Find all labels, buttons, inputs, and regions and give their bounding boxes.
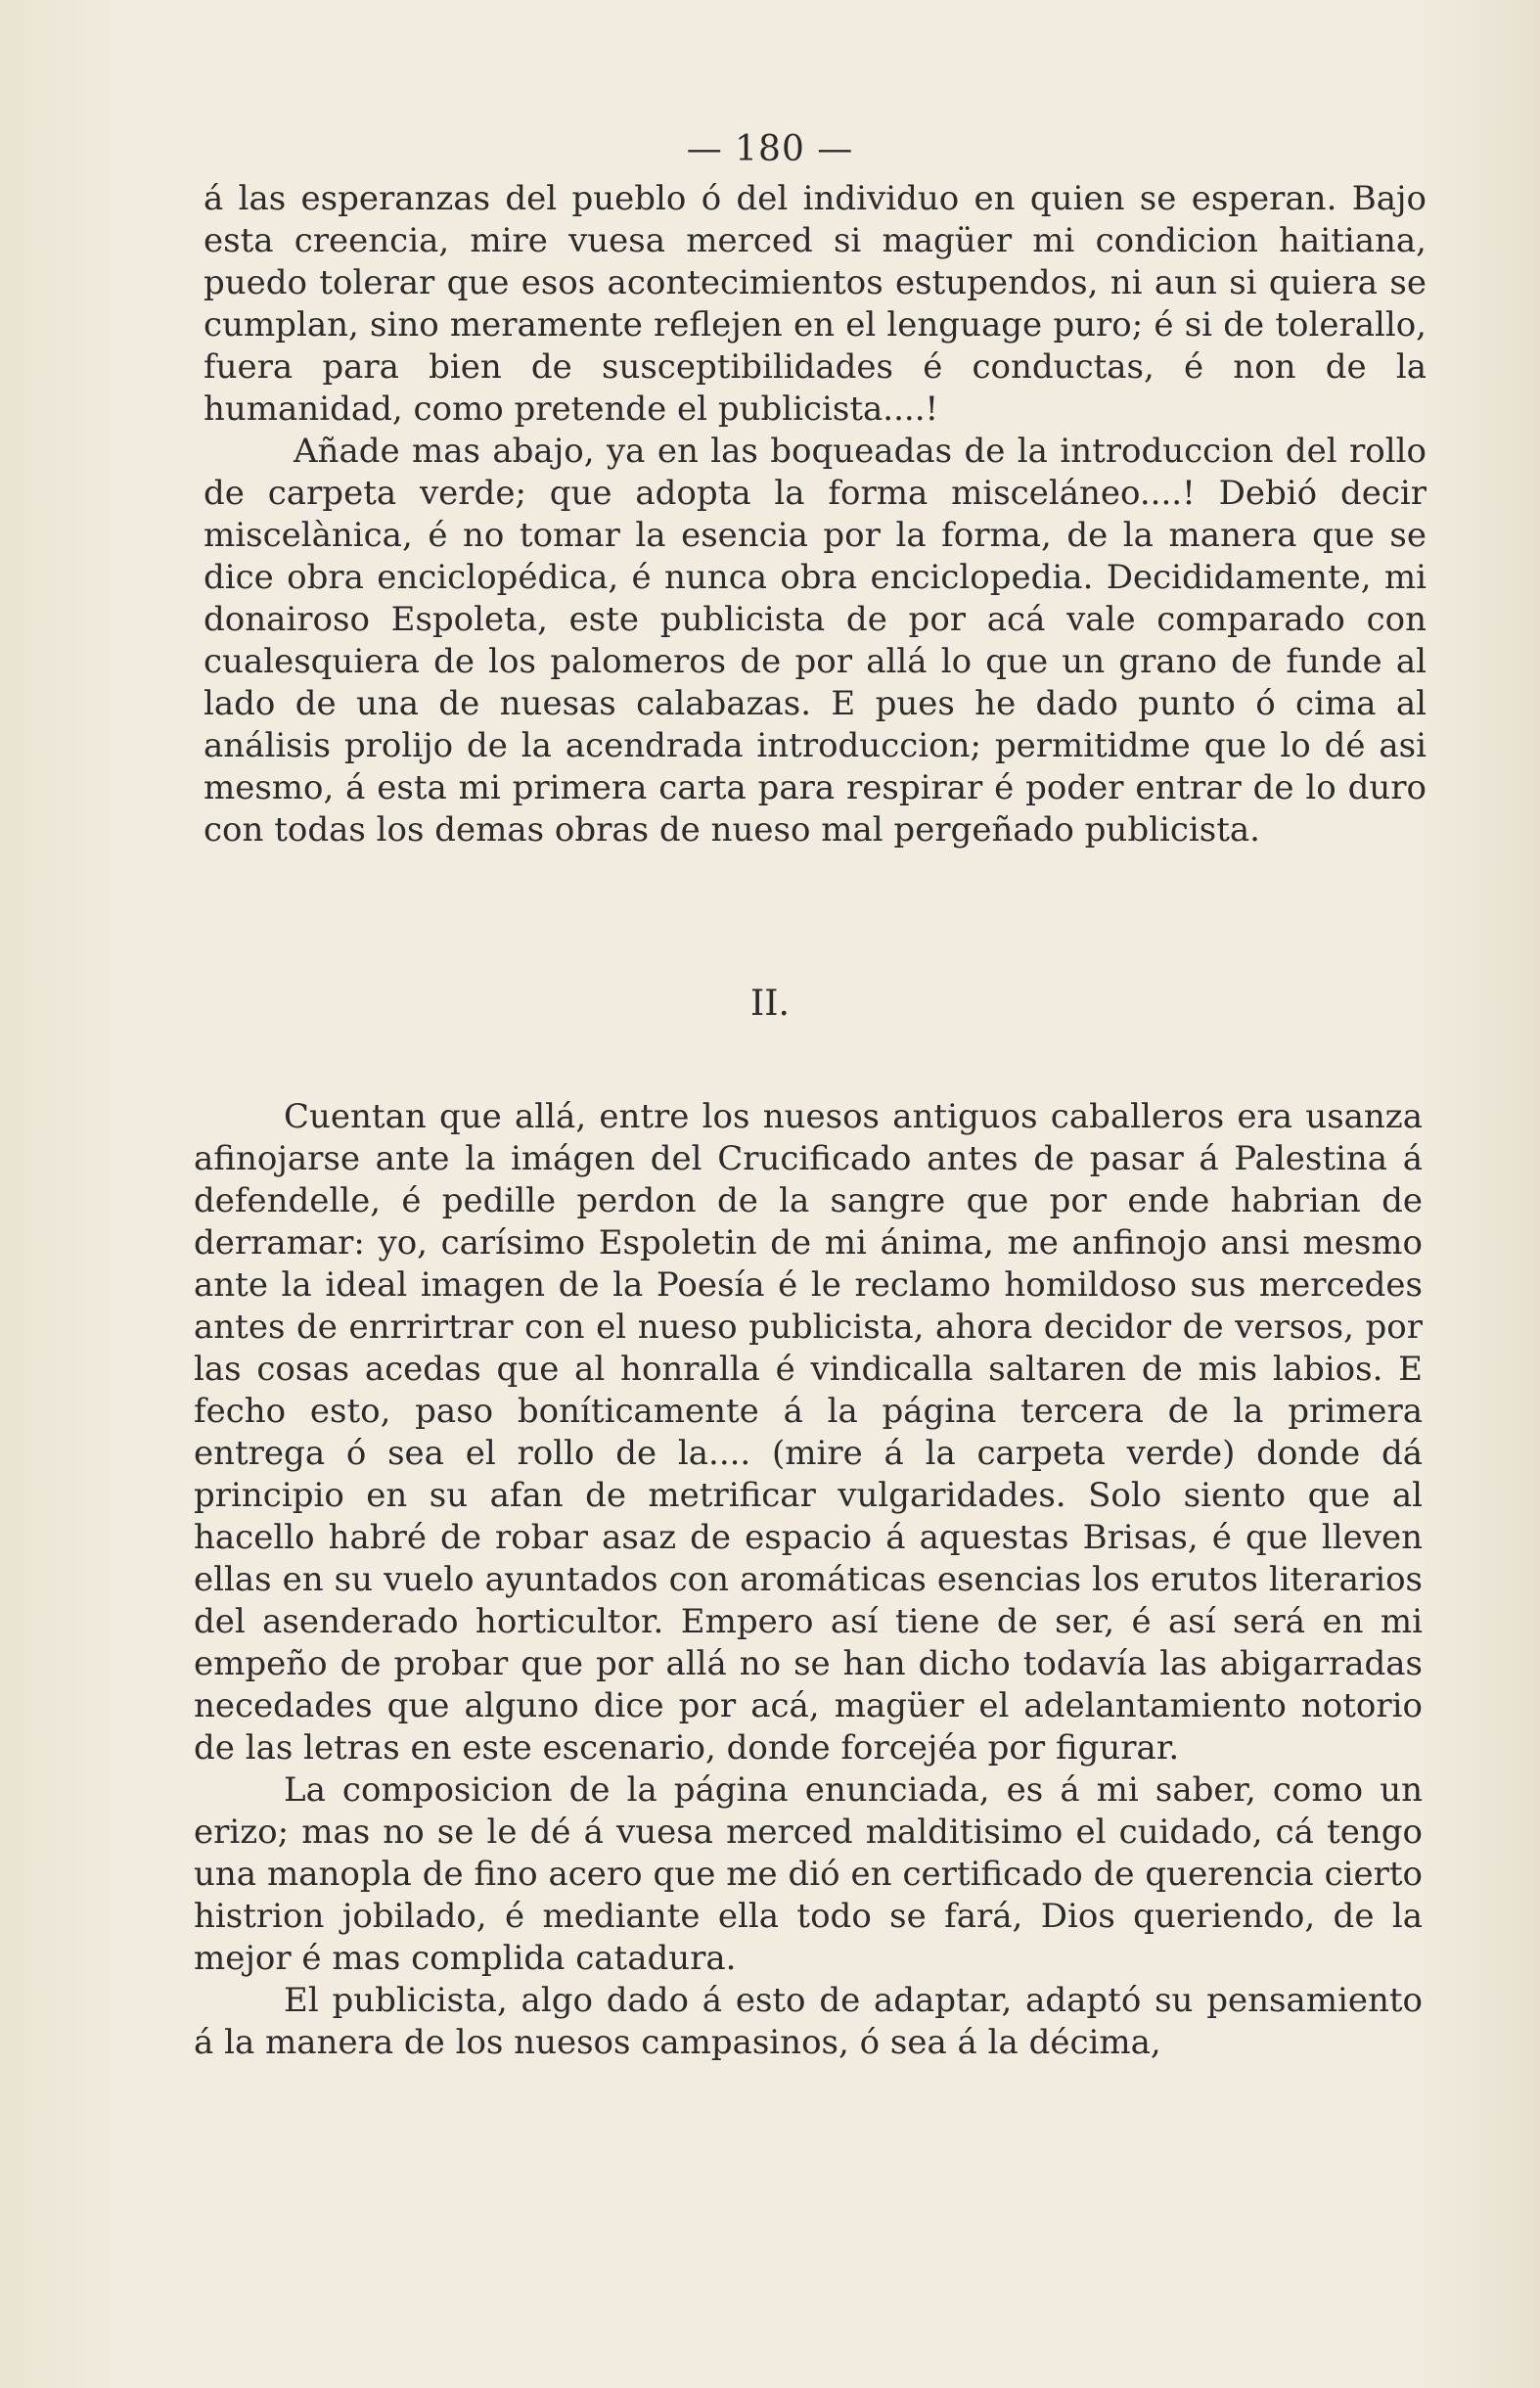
paragraph: La composicion de la página enunciada, es á mi saber, como un erizo; mas no se le dé á vuesa merced malditisimo el cuidado, cá tengo una manopla de fino acero que me dió en certificado de querencia cierto histrion jobilado, é mediante ella todo se fará, Dios queriendo, de la mejor é mas complida catadura.	[194, 1770, 1423, 1978]
text-block-bottom	[194, 1096, 1423, 2064]
paragraph: Añade mas abajo, ya en las boqueadas de la introduccion del rollo de carpeta verde; que adopta la forma misceláneo....! Debió decir miscelànica, é no tomar la esencia por la forma, de la manera que se dice obra enciclopédica, é nunca obra enciclopedia. Decididamente, mi donairoso Espoleta, este publicista de por acá vale comparado con cualesquiera de los palomeros de por allá lo que un grano de funde al lado de una de nuesas calabazas. E pues he dado punto ó cima al análisis prolijo de la acendrada introduccion; permitidme que lo dé asi mesmo, á esta mi primera carta para respirar é poder entrar de lo duro con todas los demas obras de nueso mal pergeñado publicista.	[204, 432, 1427, 850]
paragraph: á las esperanzas del pueblo ó del individuo en quien se esperan. Bajo esta creencia, mire vuesa merced si magüer mi condicion haitiana, puedo tolerar que esos acontecimientos estupendos, ni aun si quiera se cumplan, sino meramente reflejen en el lenguage puro; é si de tolerallo, fuera para bien de susceptibilidades é conductas, é non de la humanidad, como pretende el publicista....!	[204, 179, 1427, 429]
section-heading: II.	[750, 984, 790, 1024]
page-number: — 180 —	[686, 129, 854, 169]
text-block-top	[204, 178, 1427, 851]
paragraph: El publicista, algo dado á esto de adaptar, adaptó su pensamiento á la manera de los nuesos campasinos, ó sea á la décima,	[194, 1981, 1423, 2062]
paragraph: Cuentan que allá, entre los nuesos antiguos caballeros era usanza afinojarse ante la imágen del Crucificado antes de pasar á Palestina á defendelle, é pedille perdon de la sangre que por ende habrian de derramar: yo, carísimo Espoletin de mi ánima, me anfinojo ansi mesmo ante la ideal imagen de la Poesía é le reclamo homildoso sus mercedes antes de enrrirtrar con el nueso publicista, ahora decidor de versos, por las cosas acedas que al honralla é vindicalla saltaren de mis labios. E fecho esto, paso boníticamente á la página tercera de la primera entrega ó sea el rollo de la.... (mire á la carpeta verde) donde dá principio en su afan de metrificar vulgaridades. Solo siento que al hacello habré de robar asaz de espacio á aquestas Brisas, é que lleven ellas en su vuelo ayuntados con aromáticas esencias los erutos literarios del asenderado horticultor. Empero así tiene de ser, é así será en mi empeño de probar que por allá no se han dicho todavía las abigarradas necedades que alguno dice por acá, magüer el adelantamiento notorio de las letras en este escenario, donde forcejéa por figurar.	[194, 1097, 1423, 1768]
